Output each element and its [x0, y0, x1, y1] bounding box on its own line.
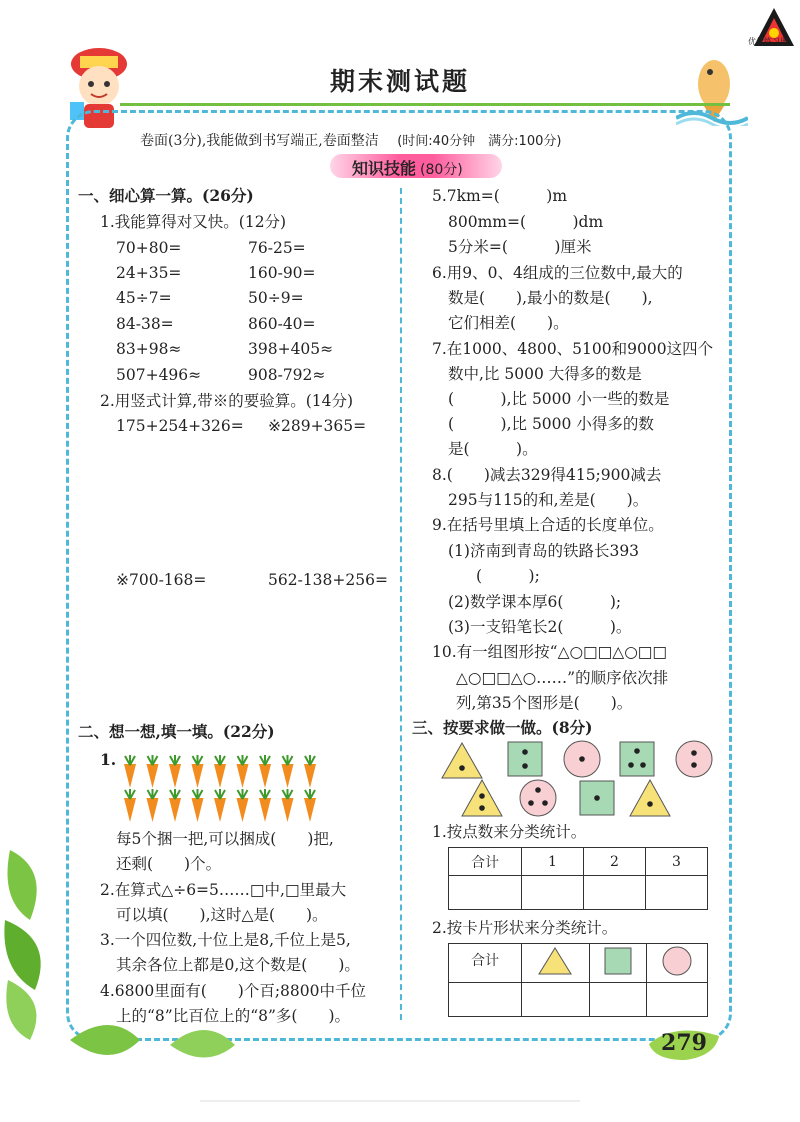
section1-title: 一、细心算一算。(26分) — [78, 186, 254, 205]
carrot-icon — [192, 789, 204, 822]
answer-cell[interactable] — [647, 983, 708, 1017]
calc-item: 83+98≈ — [116, 340, 182, 358]
q9-line: (2)数学课本厚6( ); — [448, 593, 622, 611]
table1-header-cell: 1 — [522, 848, 584, 876]
vertical-calc-item: ※700-168= — [116, 571, 207, 589]
circle-card-3dots — [520, 780, 556, 816]
vertical-calc-item: 562-138+256= — [268, 571, 388, 589]
q7-line: ( ),比 5000 小得多的数 — [448, 415, 654, 433]
carrot-icon — [259, 755, 271, 788]
vertical-calc-item: ※289+365= — [268, 417, 367, 435]
calc-item: 908-792≈ — [248, 366, 326, 384]
calc-item: 45÷7= — [116, 289, 172, 307]
q7-line: 7.在1000、4800、5100和9000这四个 — [432, 340, 714, 358]
square-card-3dots — [620, 742, 654, 776]
dot-count-table — [448, 847, 708, 910]
section2-title: 二、想一想,填一填。(22分) — [78, 722, 275, 741]
calc-item: 160-90= — [248, 264, 316, 282]
carrot-icon — [282, 789, 294, 822]
q9-line: ( ); — [476, 567, 540, 585]
calc-item: 84-38= — [116, 315, 174, 333]
calc-item: 398+405≈ — [248, 340, 334, 358]
column-divider — [400, 188, 402, 1020]
triangle-card-1dot — [442, 743, 482, 778]
shape-cards — [440, 740, 726, 820]
carrot-icon — [259, 789, 271, 822]
q8-line: 295与115的和,差是( )。 — [448, 491, 649, 509]
carrot-icon — [237, 755, 249, 788]
answer-cell[interactable] — [449, 876, 522, 910]
banner-title: 知识技能 — [352, 159, 417, 178]
calc-item: 70+80= — [116, 239, 182, 257]
q2-title: 2.用竖式计算,带※的要验算。(14分) — [100, 392, 354, 410]
q5-line: 800mm=( )dm — [448, 213, 604, 231]
time-info: (时间:40分钟 满分:100分) — [397, 134, 562, 149]
s2-q3-line: 3.一个四位数,十位上是8,千位上是5, — [100, 931, 351, 949]
circle-card-2dots — [676, 741, 712, 777]
circle-icon — [661, 945, 693, 977]
circle-card-1dot — [564, 741, 600, 777]
s3-q1-title: 1.按点数来分类统计。 — [432, 823, 587, 841]
carrot-icon — [169, 755, 181, 788]
q10-line: 列,第35个图形是( )。 — [456, 694, 633, 712]
carrot-icon — [282, 755, 294, 788]
q10-line: 10.有一组图形按“△○□□△○□□ — [432, 643, 668, 661]
answer-cell[interactable] — [449, 983, 522, 1017]
vertical-calc-item: 175+254+326= — [116, 417, 244, 435]
page-title: 期末测试题 — [329, 67, 470, 96]
s2-q1-number: 1. — [100, 750, 117, 769]
brand-text: 优佳练习册 — [748, 37, 788, 46]
s2-q1-line: 每5个捆一把,可以捆成( )把, — [116, 830, 334, 848]
calc-item: 76-25= — [248, 239, 306, 257]
s2-q2-line: 2.在算式△÷6=5……□中,□里最大 — [100, 881, 347, 899]
q6-line: 数是( ),最小的数是( ), — [448, 289, 653, 307]
neatness-note: 卷面(3分),我能做到书写端正,卷面整洁 — [140, 133, 379, 149]
triangle-card-1dot — [630, 780, 670, 816]
carrot-icon — [237, 789, 249, 822]
carrot-icon — [147, 789, 159, 822]
carrot-icon — [304, 755, 316, 788]
calc-item: 860-40= — [248, 315, 316, 333]
s2-q4-line: 上的“8”比百位上的“8”多( )。 — [116, 1007, 351, 1025]
title-underline — [120, 103, 730, 106]
triangle-card-2dots — [462, 780, 502, 816]
table1-header-cell: 合计 — [449, 848, 522, 876]
q5-line: 5.7km=( )m — [432, 187, 568, 205]
q9-line: (1)济南到青岛的铁路长393 — [448, 542, 640, 560]
calc-item: 24+35= — [116, 264, 182, 282]
q6-line: 它们相差( )。 — [448, 314, 569, 332]
q7-line: 数中,比 5000 大得多的数是 — [448, 365, 642, 383]
calc-item: 50÷9= — [248, 289, 304, 307]
q9-title: 9.在括号里填上合适的长度单位。 — [432, 516, 664, 534]
s2-q3-line: 其余各位上都是0,这个数是( )。 — [116, 956, 360, 974]
answer-cell[interactable] — [522, 876, 584, 910]
section3-title: 三、按要求做一做。(8分) — [412, 718, 593, 737]
q7-line: ( ),比 5000 小一些的数是 — [448, 390, 670, 408]
carrots-image — [116, 752, 324, 822]
carrot-icon — [124, 755, 136, 788]
page-number: 279 — [661, 1030, 707, 1056]
square-card-1dot — [580, 781, 614, 815]
q5-line: 5分米=( )厘米 — [448, 238, 592, 256]
q1-title: 1.我能算得对又快。(12分) — [100, 213, 287, 231]
square-icon — [603, 946, 633, 976]
table2-header-cell: 合计 — [449, 944, 522, 983]
calc-item: 507+496≈ — [116, 366, 202, 384]
answer-cell[interactable] — [584, 876, 646, 910]
subtitle — [140, 130, 561, 150]
banner-label — [352, 156, 463, 179]
table1-header-cell: 3 — [646, 848, 708, 876]
answer-cell[interactable] — [646, 876, 708, 910]
table1-header-cell: 2 — [584, 848, 646, 876]
q8-line: 8.( )减去329得415;900减去 — [432, 466, 662, 484]
square-card-2dots — [508, 742, 542, 776]
q7-line: 是( )。 — [448, 440, 538, 458]
leaves-bottom-decoration-image — [70, 1010, 240, 1070]
table2-triangle-cell — [522, 944, 590, 983]
carrot-icon — [214, 755, 226, 788]
answer-cell[interactable] — [589, 983, 646, 1017]
carrot-icon — [192, 755, 204, 788]
shape-count-table — [448, 943, 708, 1017]
banner-score: (80分) — [420, 162, 463, 178]
table2-circle-cell — [647, 944, 708, 983]
triangle-icon — [537, 946, 573, 976]
s3-q2-title: 2.按卡片形状来分类统计。 — [432, 919, 618, 937]
bottom-line — [200, 1100, 580, 1102]
s2-q1-line: 还剩( )个。 — [116, 855, 222, 873]
carrot-icon — [147, 755, 159, 788]
carrot-icon — [169, 789, 181, 822]
q9-line: (3)一支铅笔长2( )。 — [448, 618, 632, 636]
q10-line: △○□□△○……”的顺序依次排 — [456, 669, 669, 687]
table2-square-cell — [589, 944, 646, 983]
carrot-icon — [304, 789, 316, 822]
s2-q4-line: 4.6800里面有( )个百;8800中千位 — [100, 982, 366, 1000]
answer-cell[interactable] — [522, 983, 590, 1017]
q6-line: 6.用9、0、4组成的三位数中,最大的 — [432, 264, 683, 282]
carrot-icon — [214, 789, 226, 822]
carrot-icon — [124, 789, 136, 822]
s2-q2-line: 可以填( ),这时△是( )。 — [116, 906, 328, 924]
leaves-decoration-image — [0, 840, 60, 1040]
